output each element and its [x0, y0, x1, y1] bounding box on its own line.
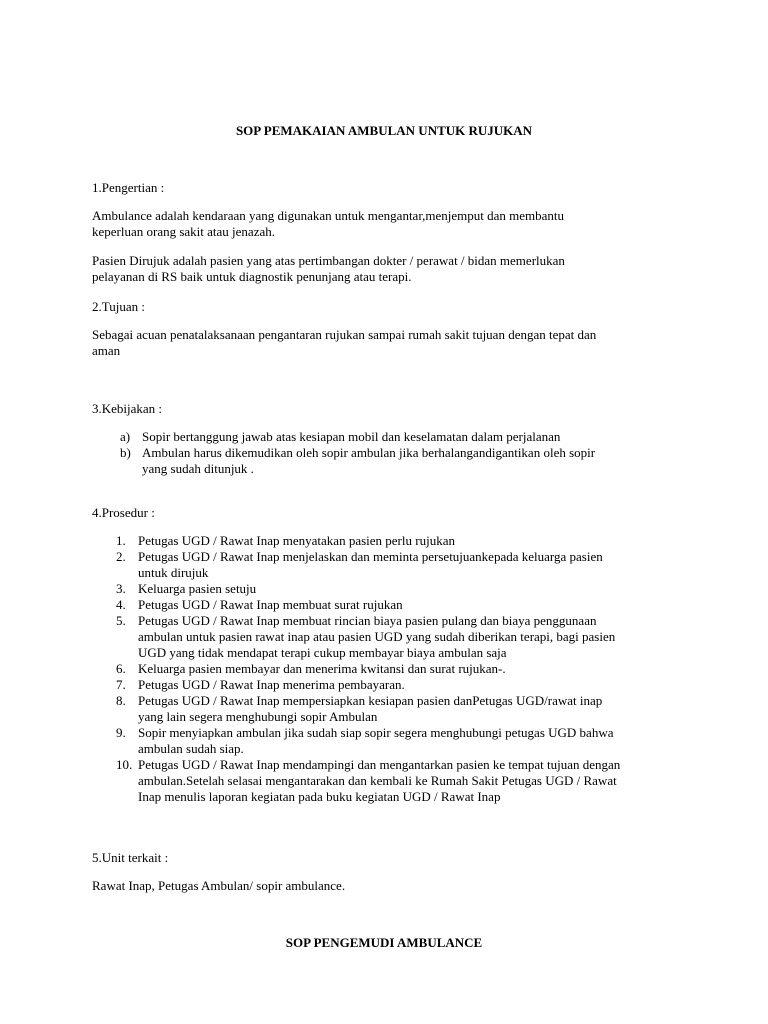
paragraph-unit-terkait: [92, 878, 702, 894]
list-item: [92, 581, 732, 597]
list-item: [92, 549, 732, 581]
list-marker: 9.: [116, 725, 126, 740]
section-heading-tujuan: 2.Tujuan :: [92, 299, 145, 314]
paragraph-line: Sebagai acuan penatalaksanaan pengantaran rujukan sampai rumah sakit tujuan dengan tepat dan: [92, 327, 597, 342]
list-item-line: Inap menulis laporan kegiatan pada buku kegiatan UGD / Rawat Inap: [138, 789, 501, 804]
list-item-line: Petugas UGD / Rawat Inap menerima pembayaran.: [138, 677, 405, 692]
paragraph-line: Ambulance adalah kendaraan yang digunakan untuk mengantar,menjemput dan membantu: [92, 208, 565, 223]
list-marker: 10.: [116, 757, 133, 772]
section-heading-unit-terkait: 5.Unit terkait :: [92, 850, 169, 865]
list-item-line: ambulan.Setelah selasai mengantarakan dan kembali ke Rumah Sakit Petugas UGD / Rawat: [138, 773, 617, 788]
list-marker: 1.: [116, 533, 126, 548]
list-item-line: UGD yang tidak mendapat terapi cukup membayar biaya ambulan saja: [138, 645, 507, 660]
list-marker: 4.: [116, 597, 126, 612]
list-item-line: Petugas UGD / Rawat Inap membuat surat rujukan: [138, 597, 403, 612]
paragraph-line: Rawat Inap, Petugas Ambulan/ sopir ambulance.: [92, 878, 346, 893]
list-marker: 7.: [116, 677, 126, 692]
list-marker: 8.: [116, 693, 126, 708]
list-item-line: yang sudah ditunjuk .: [142, 461, 254, 476]
list-item-line: Keluarga pasien setuju: [138, 581, 257, 596]
list-item-line: yang lain segera menghubungi sopir Ambulan: [138, 709, 378, 724]
list-item: [92, 597, 732, 613]
list-marker: 2.: [116, 549, 126, 564]
list-item: [92, 661, 732, 677]
list-item-line: Petugas UGD / Rawat Inap menjelaskan dan meminta persetujuankepada keluarga pasien: [138, 549, 603, 564]
list-item-line: ambulan sudah siap.: [138, 741, 244, 756]
list-item: [92, 613, 732, 661]
section-heading-prosedur: 4.Prosedur :: [92, 505, 155, 520]
list-item-line: ambulan untuk pasien rawat inap atau pasien UGD yang sudah diberikan terapi, bagi pasien: [138, 629, 616, 644]
paragraph-pasien-dirujuk-definition: [92, 253, 702, 285]
list-marker: 3.: [116, 581, 126, 596]
document-title: SOP PEMAKAIAN AMBULAN UNTUK RUJUKAN: [235, 123, 533, 138]
paragraph-ambulance-definition: [92, 208, 702, 240]
list-item-line: Keluarga pasien membayar dan menerima kwitansi dan surat rujukan-.: [138, 661, 506, 676]
paragraph-line: aman: [92, 343, 121, 358]
list-item-line: Petugas UGD / Rawat Inap mempersiapkan kesiapan pasien danPetugas UGD/rawat inap: [138, 693, 603, 708]
list-item: [92, 429, 732, 445]
list-item: [92, 533, 732, 549]
list-item: [92, 757, 732, 805]
list-item-line: Sopir bertanggung jawab atas kesiapan mobil dan keselamatan dalam perjalanan: [142, 429, 561, 444]
section-heading-kebijakan: 3.Kebijakan :: [92, 401, 163, 416]
list-item-line: Petugas UGD / Rawat Inap mendampingi dan mengantarkan pasien ke tempat tujuan dengan: [138, 757, 621, 772]
paragraph-tujuan: [92, 327, 702, 359]
list-item-line: Petugas UGD / Rawat Inap menyatakan pasien perlu rujukan: [138, 533, 455, 548]
paragraph-line: keperluan orang sakit atau jenazah.: [92, 224, 275, 239]
list-item-line: Sopir menyiapkan ambulan jika sudah siap sopir segera menghubungi petugas UGD bahwa: [138, 725, 614, 740]
list-item: [92, 725, 732, 757]
list-marker: 5.: [116, 613, 126, 628]
list-marker: b): [120, 445, 131, 460]
list-item: [92, 693, 732, 725]
prosedur-list: [92, 533, 732, 805]
section-heading-pengertian: 1.Pengertian :: [92, 180, 165, 195]
list-item-line: Petugas UGD / Rawat Inap membuat rincian biaya pasien pulang dan biaya penggunaan: [138, 613, 597, 628]
list-marker: a): [120, 429, 131, 444]
kebijakan-list: [92, 429, 732, 477]
list-item-line: Ambulan harus dikemudikan oleh sopir ambulan jika berhalangandigantikan oleh sopir: [142, 445, 596, 460]
document-title-2: SOP PENGEMUDI AMBULANCE: [285, 935, 483, 950]
list-item-line: untuk dirujuk: [138, 565, 209, 580]
paragraph-line: Pasien Dirujuk adalah pasien yang atas pertimbangan dokter / perawat / bidan memerlukan: [92, 253, 565, 268]
list-item: [92, 445, 732, 477]
paragraph-line: pelayanan di RS baik untuk diagnostik penunjang atau terapi.: [92, 269, 412, 284]
list-item: [92, 677, 732, 693]
list-marker: 6.: [116, 661, 126, 676]
